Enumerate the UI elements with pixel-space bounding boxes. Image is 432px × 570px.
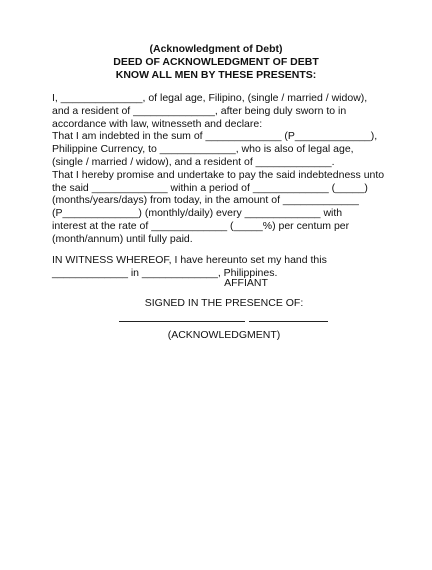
document-preamble: KNOW ALL MEN BY THESE PRESENTS: xyxy=(115,69,317,81)
document-subtitle: (Acknowledgment of Debt) xyxy=(149,43,283,55)
witness-line: _____________ in _____________, Philippines. xyxy=(52,266,278,279)
presence-label: SIGNED IN THE PRESENCE OF: xyxy=(144,297,304,309)
body-line: the said _____________ within a period of _____________ (_____) xyxy=(52,181,368,194)
body-line: and a resident of ______________, after being duly sworn to in xyxy=(52,104,347,117)
body-line: That I hereby promise and undertake to pay the said indebtedness unto xyxy=(52,168,385,181)
affiant-label: AFFIANT xyxy=(224,277,268,289)
body-line: accordance with law, witnesseth and declare: xyxy=(52,117,263,130)
body-line: (months/years/days) from today, in the amount of _____________ xyxy=(52,194,359,207)
acknowledgment-label: (ACKNOWLEDGMENT) xyxy=(167,329,281,341)
witness-line: IN WITNESS WHEREOF, I have hereunto set my hand this xyxy=(52,254,327,266)
deed-body xyxy=(52,92,412,246)
body-line: (P_____________) (monthly/daily) every _____________ with xyxy=(52,207,343,220)
body-line: I, ______________, of legal age, Filipino, (single / married / widow), xyxy=(52,92,368,104)
body-line: (month/annum) until fully paid. xyxy=(52,232,193,245)
witness-signature-line-left xyxy=(119,321,245,322)
body-line: (single / married / widow), and a resident of _____________. xyxy=(52,155,335,168)
document-header xyxy=(0,43,432,82)
witness-signature-line-right xyxy=(249,321,328,322)
document-title: DEED OF ACKNOWLEDGMENT OF DEBT xyxy=(113,56,319,68)
body-line: Philippine Currency, to _____________, who is also of legal age, xyxy=(52,143,354,156)
witness-clause xyxy=(52,254,412,280)
body-line: interest at the rate of _____________ (_____%) per centum per xyxy=(52,219,350,232)
body-line: That I am indebted in the sum of _____________ (P_____________), xyxy=(52,130,378,143)
